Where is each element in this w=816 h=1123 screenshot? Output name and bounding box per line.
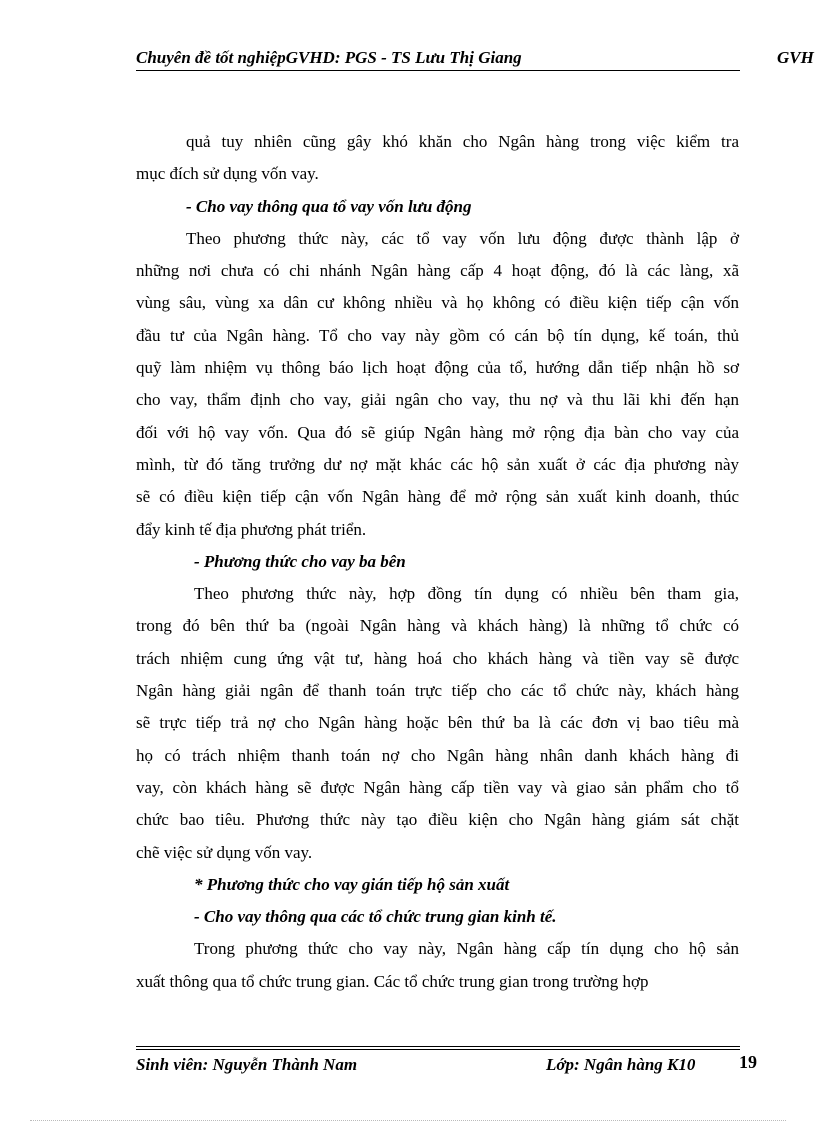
footer-student-name: Sinh viên: Nguyễn Thành Nam [136, 1055, 358, 1074]
text-line: trách nhiệm cung ứng vật tư, hàng hoá cho khách hàng và tiền vay sẽ được [136, 648, 739, 668]
text-line: vùng sâu, vùng xa dân cư không nhiều và họ không có điều kiện tiếp cận vốn [136, 293, 739, 313]
text-line: đầu tư của Ngân hàng. Tổ cho vay này gồm có cán bộ tín dụng, kế toán, thủ [136, 325, 739, 345]
footer-rule-top [136, 1046, 740, 1047]
text-line: mục đích sử dụng vốn vay. [136, 164, 319, 184]
footer-class-name: Lớp: Ngân hàng K10 [546, 1055, 696, 1074]
paragraph-2 [136, 223, 739, 546]
text-line: sẽ trực tiếp trả nợ cho Ngân hàng hoặc bên thứ ba là các đơn vị bao tiêu mà [136, 713, 739, 733]
text-line: Trong phương thức cho vay này, Ngân hàng cấp tín dụng cho hộ sản [194, 939, 739, 959]
section-heading-gian-tiep: * Phương thức cho vay gián tiếp hộ sản xuất [194, 874, 510, 894]
text-line: chức bao tiêu. Phương thức này tạo điều kiện cho Ngân hàng giám sát chặt [136, 810, 739, 830]
text-line: quả tuy nhiên cũng gây khó khăn cho Ngân hàng trong việc kiểm tra [186, 132, 739, 151]
page-header [136, 46, 816, 74]
header-rule [136, 70, 740, 71]
section-heading-ba-ben: - Phương thức cho vay ba bên [194, 551, 406, 571]
text-line: chẽ việc sử dụng vốn vay. [136, 842, 313, 862]
paragraph-3 [136, 578, 739, 869]
header-title: Chuyên đề tốt nghiệpGVHD: PGS - TS Lưu Thị Giang [136, 48, 522, 67]
page-boundary [30, 1120, 786, 1121]
text-line: xuất thông qua tổ chức trung gian. Các tổ chức trung gian trong trường hợp [136, 971, 649, 991]
text-line: sẽ có điều kiện tiếp cận vốn Ngân hàng để mở rộng sản xuất kinh doanh, thúc [136, 487, 739, 507]
document-body [136, 126, 739, 998]
text-line: trong đó bên thứ ba (ngoài Ngân hàng và khách hàng) là những tổ chức có [136, 616, 739, 636]
text-line: họ có trách nhiệm thanh toán nợ cho Ngân hàng nhân danh khách hàng đi [136, 745, 739, 765]
text-line: những nơi chưa có chi nhánh Ngân hàng cấp 4 hoạt động, đó là các làng, xã [136, 261, 739, 281]
text-line: đẩy kinh tế địa phương phát triển. [136, 519, 367, 539]
header-right-text: GVH [777, 48, 814, 67]
text-line: quỹ làm nhiệm vụ thông báo lịch hoạt động của tổ, hướng dẫn tiếp nhận hồ sơ [136, 358, 739, 378]
text-line: Theo phương thức này, các tổ vay vốn lưu động được thành lập ở [186, 228, 739, 248]
text-line: cho vay, thẩm định cho vay, giải ngân cho vay, thu nợ và thu lãi khi đến hạn [136, 390, 739, 410]
paragraph-1 [136, 126, 739, 191]
text-line: đối với hộ vay vốn. Qua đó sẽ giúp Ngân hàng mở rộng địa bàn cho vay của [136, 422, 739, 442]
text-line: Theo phương thức này, hợp đồng tín dụng có nhiều bên tham gia, [194, 584, 739, 604]
page-number: 19 [739, 1052, 757, 1072]
section-heading-to-vay-von: - Cho vay thông qua tổ vay vốn lưu động [186, 196, 472, 216]
footer-rule-bottom [136, 1049, 740, 1050]
text-line: mình, từ đó tăng trưởng dư nợ mặt khác các hộ sản xuất ở các địa phương này [136, 454, 739, 474]
section-heading-trung-gian: - Cho vay thông qua các tổ chức trung gian kinh tế. [194, 907, 557, 927]
text-line: vay, còn khách hàng sẽ được Ngân hàng cấp tiền vay và giao sản phẩm cho tổ [136, 777, 739, 797]
text-line: Ngân hàng giải ngân để thanh toán trực tiếp cho các tổ chức này, khách hàng [136, 681, 739, 701]
paragraph-4 [136, 933, 739, 998]
